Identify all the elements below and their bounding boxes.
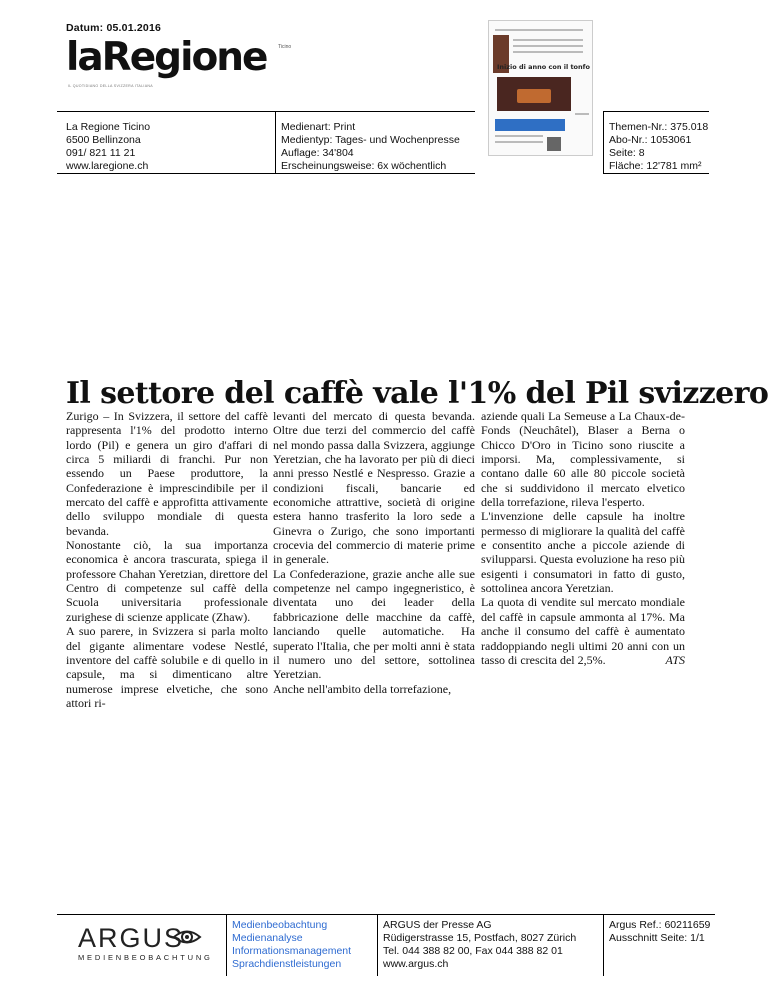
area-size: Fläche: 12'781 mm² xyxy=(609,160,702,172)
article-paragraph-text: La quota di vendite sul mercato mondiale del caffè in capsule ammonta al 17%. Ma anche il consumo del caffè è aumentato raddoppiando negli ultimi 20 anni con un tasso di crescita del 2,5%. xyxy=(481,595,685,667)
media-medium: Medientyp: Tages- und Wochenpresse xyxy=(281,134,460,146)
article-paragraph: La Confederazione, grazie anche alle sue competenze nel campo ingegneristico, è diventata uno dei leader della fabbricazione delle macchine da caffè, lanciando quelle automatiche. Ha superato l'Italia, che per molti anni è stata il numero uno del settore, sottolinea Yeretzian. xyxy=(273,566,475,682)
article-paragraph: Anche nell'ambito della torrefazione, xyxy=(273,681,452,696)
company-name: ARGUS der Presse AG xyxy=(383,919,492,931)
thumbnail-rule xyxy=(513,45,583,47)
argus-logo-subtitle: MEDIENBEOBACHTUNG xyxy=(78,953,213,962)
thumbnail-headline: Inizio di anno con il tonfo xyxy=(497,63,590,71)
clip-meta xyxy=(609,121,708,173)
media-type: Medienart: Print xyxy=(281,121,356,133)
info-top-rule-right xyxy=(603,111,709,112)
thumbnail-rule xyxy=(495,29,583,31)
thumbnail-rule xyxy=(495,141,543,143)
newspaper-tagline: IL QUOTIDIANO DELLA SVIZZERA ITALIANA xyxy=(68,84,153,88)
info-divider xyxy=(275,111,276,173)
thumbnail-rule xyxy=(513,51,583,53)
company-contact: Tel. 044 388 82 00, Fax 044 388 82 01 xyxy=(383,945,563,957)
publisher-web: www.laregione.ch xyxy=(66,160,149,172)
article-paragraph: Nonostante ciò, la sua importanza economica è ancora trascurata, spiega il professore Chahan Yeretzian, direttore del Centro di competenze sul caffè della Scuola universitaria professionale zurighese di scienze applicate (Zhaw). xyxy=(66,538,268,624)
service-item: Medienanalyse xyxy=(232,932,303,944)
date-label: Datum: 05.01.2016 xyxy=(66,22,162,34)
thumbnail-rule xyxy=(513,39,583,41)
article-paragraph: Zurigo – In Svizzera, il settore del caffè rappresenta l'1% del prodotto interno lordo (Pil) e genera un giro d'affari di circa 5 miliardi di franchi. Pur non essendo un Paese produttore, la Confederazione è imprescindibile per il mercato del caffè e approfitta attivamente dello sviluppo mondiale di questa bevanda. xyxy=(66,409,268,538)
theme-number: Themen-Nr.: 375.018 xyxy=(609,121,709,133)
company-web: www.argus.ch xyxy=(383,958,449,970)
info-divider xyxy=(603,111,604,173)
company-address xyxy=(383,919,576,971)
thumbnail-rule xyxy=(575,113,589,115)
abo-number: Abo-Nr.: 1053061 xyxy=(609,134,692,146)
argus-ref-number: Argus Ref.: 60211659 xyxy=(609,919,711,931)
eye-icon xyxy=(172,926,202,948)
footer-divider xyxy=(377,914,378,976)
info-bottom-rule-right xyxy=(603,173,709,174)
service-item: Sprachdienstleistungen xyxy=(232,958,342,970)
article-column-1 xyxy=(66,409,268,710)
page-thumbnail xyxy=(488,20,593,156)
thumbnail-chart xyxy=(495,119,565,131)
article-column-3 xyxy=(481,409,685,667)
article-signature: ATS xyxy=(665,652,685,667)
publisher-name: La Regione Ticino xyxy=(66,121,151,133)
publisher-phone: 091/ 821 11 21 xyxy=(66,147,136,159)
footer-divider xyxy=(226,914,227,976)
argus-logo: ARGUS xyxy=(78,923,185,953)
media-circulation: Auflage: 34'804 xyxy=(281,147,354,159)
media-frequency: Erscheinungsweise: 6x wöchentlich xyxy=(281,160,447,172)
article-paragraph: aziende quali La Semeuse a La Chaux-de-Fonds (Neuchâtel), Blaser a Berna o Chicco D'Oro in Ticino sono riuscite a imporsi. Ma, complessivamente, si contano dalle 60 alle 80 piccole società che si suddividono il mercato elvetico della torrefazione, rileva l'esperto. xyxy=(481,409,685,510)
media-info xyxy=(281,121,460,173)
article-paragraph: levanti del mercato di questa bevanda. Oltre due terzi del commercio del caffè nel mondo passa dalla Svizzera, aggiunge Yeretzian, che ha lavorato per più di dieci anni presso Nestlé e Nespresso. Grazie a condizioni fiscali, bancarie ed economiche attrattive, società di origine estera hanno trasferito la loro sede a Ginevra o Zurigo, che sono importanti crocevia del commercio di materie prime in generale. xyxy=(273,409,475,567)
publisher-address: 6500 Bellinzona xyxy=(66,134,141,146)
newspaper-logo: laRegione xyxy=(66,35,267,80)
article-paragraph: A suo parere, in Svizzera si parla molto del gigante alimentare vodese Nestlé, inventore del caffè solubile e di quello in capsule, ma si dimenticano altre numerose imprese elvetiche, che sono attori ri- xyxy=(66,624,268,710)
thumbnail-portrait xyxy=(547,137,561,151)
footer-divider xyxy=(603,914,604,976)
clip-page: Ausschnitt Seite: 1/1 xyxy=(609,932,705,944)
argus-reference xyxy=(609,919,710,945)
page-number: Seite: 8 xyxy=(609,147,645,159)
article-title: Il settore del caffè vale l'1% del Pil svizzero xyxy=(66,376,768,411)
article-column-2 xyxy=(273,409,475,696)
info-top-rule xyxy=(57,111,475,112)
publisher-info xyxy=(66,121,150,173)
service-item: Informationsmanagement xyxy=(232,945,352,957)
newspaper-logo-subtitle: Ticino xyxy=(278,44,292,50)
article-paragraph: L'invenzione delle capsule ha inoltre permesso di migliorare la qualità del caffè e consentito anche a piccole aziende di svilupparsi. Questa evoluzione ha reso più esigenti i consumatori in fatto di gusto, sottolinea ancora Yeretzian. xyxy=(481,509,685,596)
thumbnail-photo xyxy=(497,77,571,111)
footer-top-rule xyxy=(57,914,715,915)
service-item: Medienbeobachtung xyxy=(232,919,328,931)
company-street: Rüdigerstrasse 15, Postfach, 8027 Zürich xyxy=(383,932,577,944)
services-list xyxy=(232,919,351,971)
article-paragraph xyxy=(481,595,685,667)
thumbnail-rule xyxy=(495,135,543,137)
info-bottom-rule xyxy=(57,173,475,174)
